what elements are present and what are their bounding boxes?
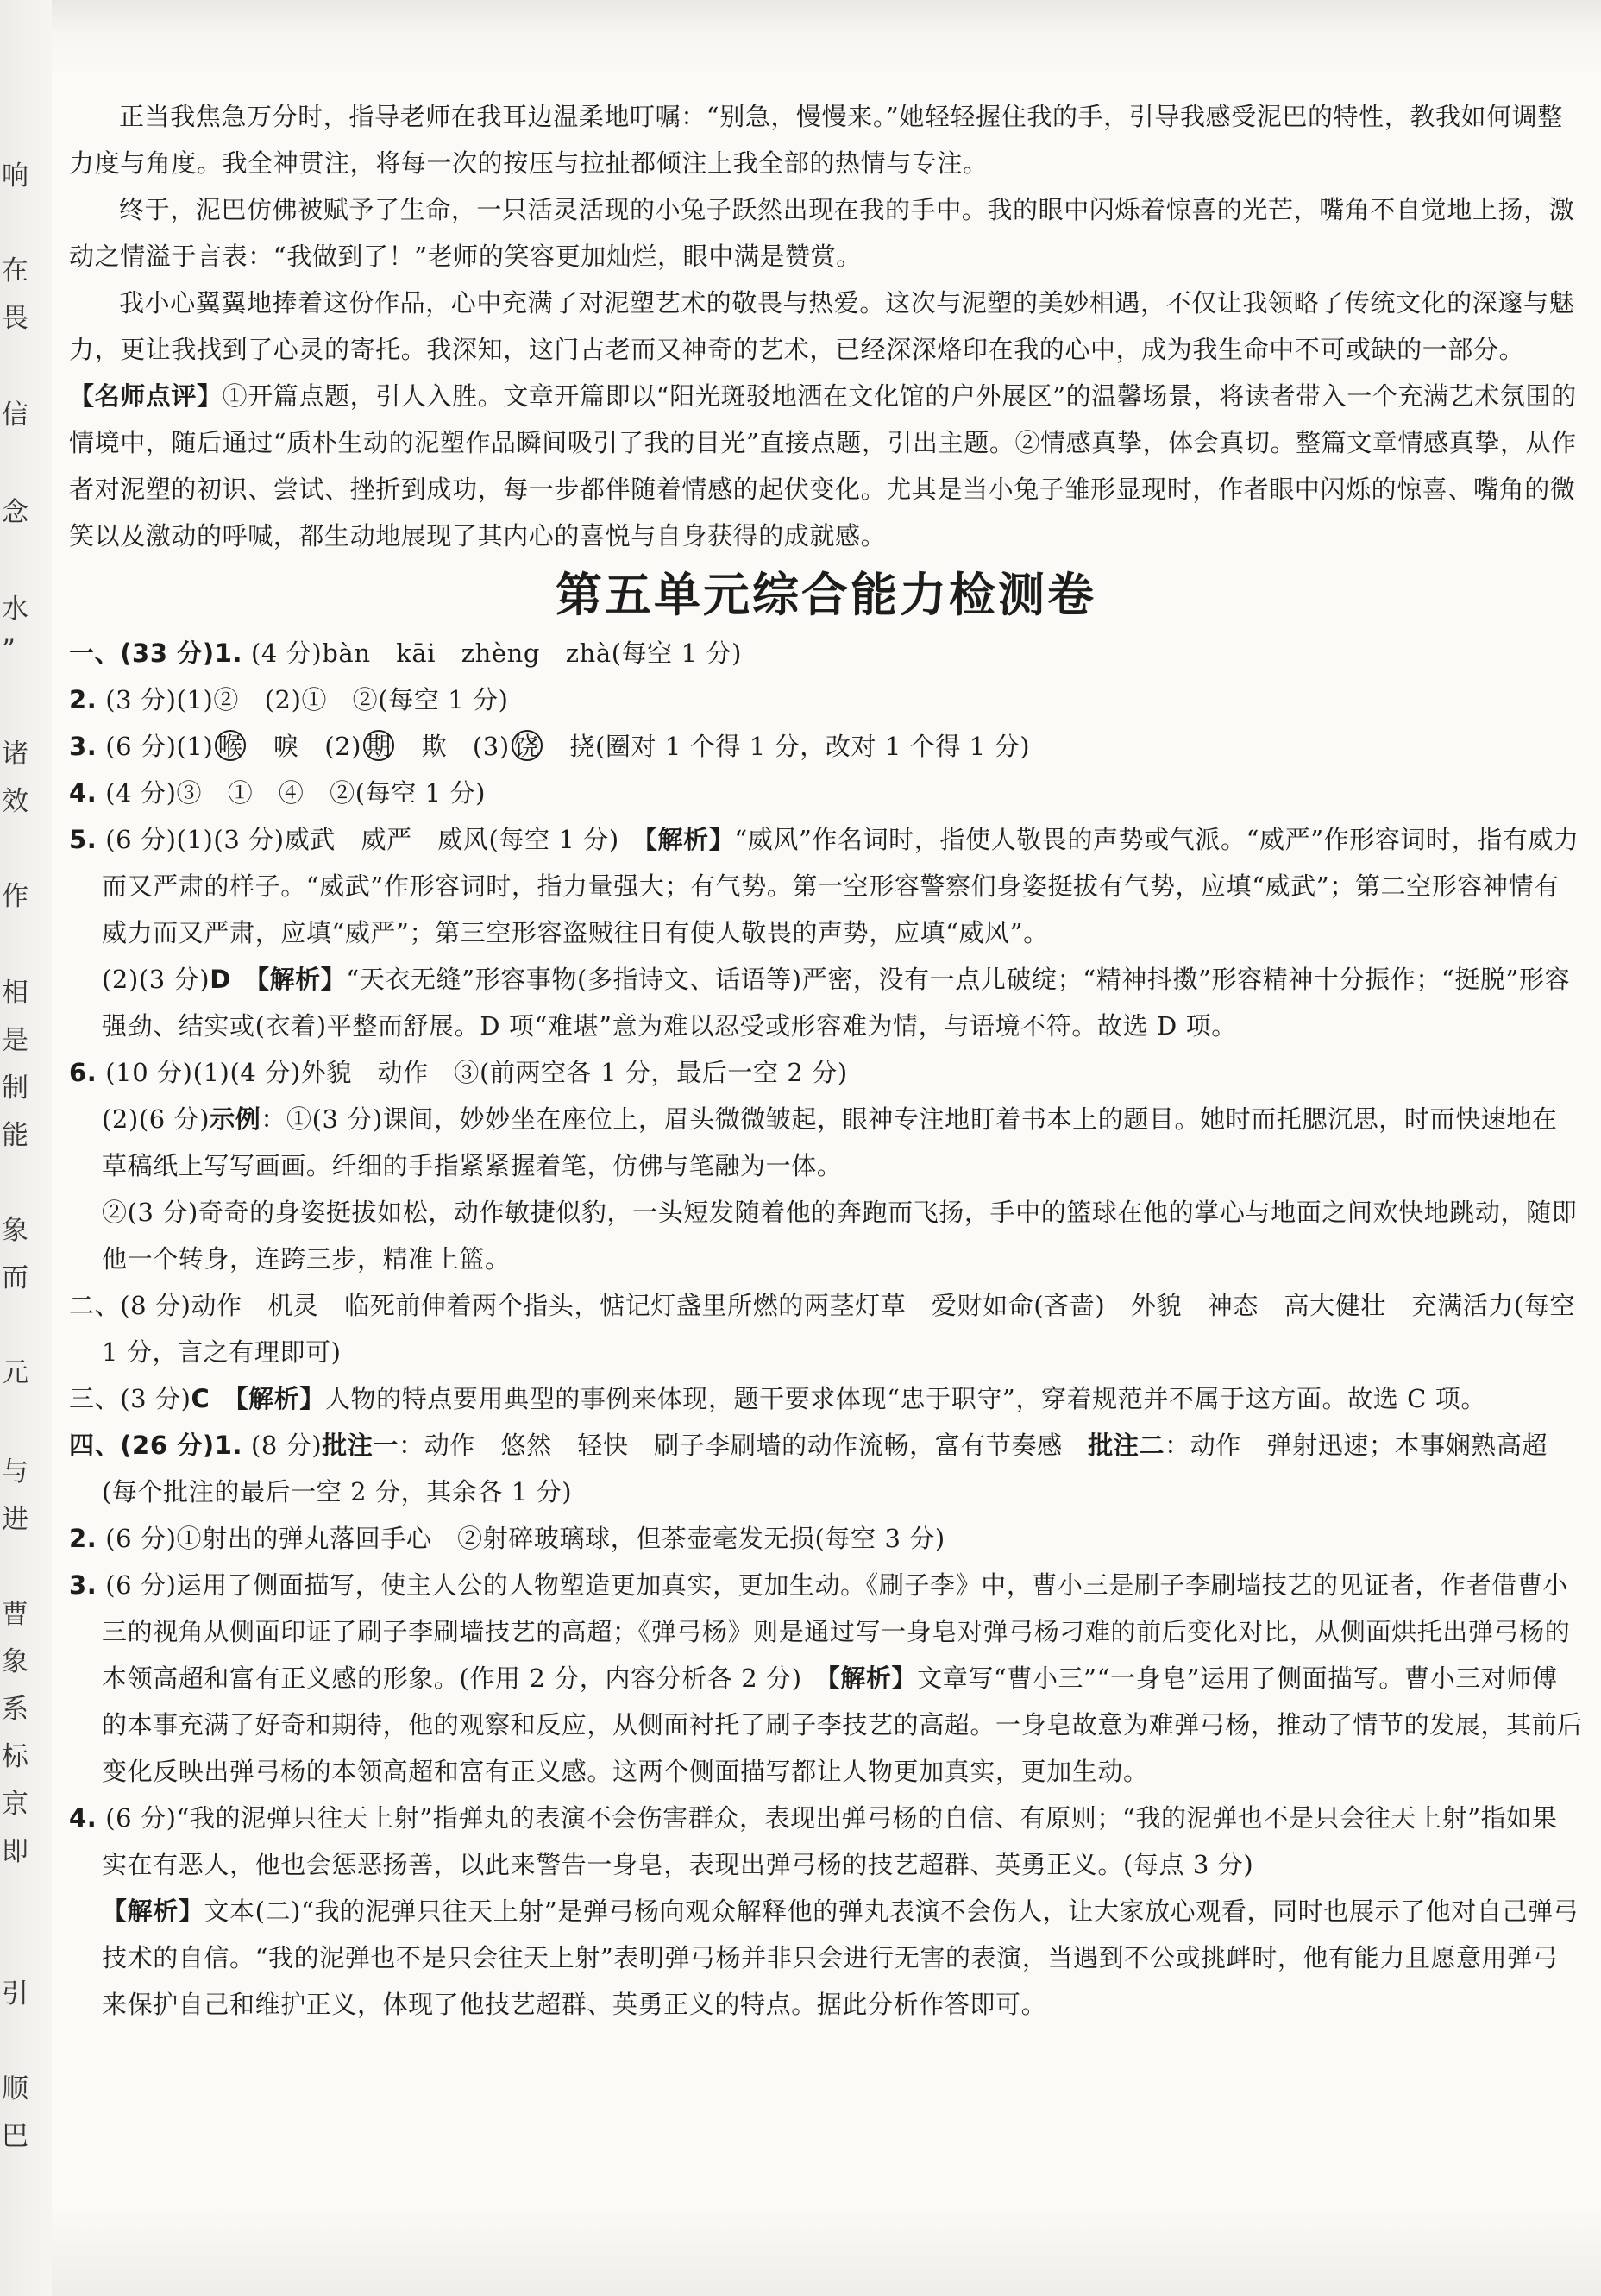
edge-char: 信 — [2, 399, 28, 431]
edge-char: 巴 — [2, 2121, 28, 2152]
edge-char: 与 — [2, 1456, 28, 1488]
answer-s3: 三、(3 分)C 【解析】人物的特点要用典型的事例来体现，题干要求体现“忠于职守”，穿着规范并不属于这方面。故选 C 项。 — [69, 1384, 1486, 1413]
edge-char: 念 — [2, 497, 28, 528]
edge-char: 曹 — [2, 1599, 28, 1630]
answer-s4-q2: 2. (6 分)①射出的弹丸落回手心 ②射碎玻璃球，但茶壶毫发无损(每空 3 分) — [69, 1524, 945, 1553]
answer-q2: 2. (3 分)(1)② (2)① ②(每空 1 分) — [69, 685, 509, 714]
edge-char: 象 — [2, 1215, 28, 1246]
edge-char: 进 — [2, 1504, 28, 1535]
answer-q5-2: (2)(3 分)D 【解析】“天衣无缝”形容事物(多指诗文、话语等)严密，没有一点儿破绽；“精神抖擞”形容精神十分振作；“挺脱”形容强劲、结实或(衣着)平整而舒展。D 项“难堪”意为难以忍受或形容难为情，与语境不符。故选 D 项。 — [102, 965, 1571, 1041]
teacher-comment — [69, 373, 1583, 559]
answer-s4-q4: 4. (6 分)“我的泥弹只往天上射”指弹丸的表演不会伤害群众，表现出弹弓杨的自信、有原则；“我的泥弹也不是只会往天上射”指如果实在有恶人，他也会惩恶扬善，以此来警告一身皂，表现出弹弓杨的技艺超群、英勇正义。(每点 3 分) — [69, 1803, 1558, 1879]
answer-s1-q1: 一、(33 分)1. (4 分)bàn kāi zhèng zhà(每空 1 分) — [69, 638, 743, 668]
circled-char: 期 — [363, 730, 394, 761]
answer-s2: 二、(8 分)动作 机灵 临死前伸着两个指头，惦记灯盏里所燃的两茎灯草 爱财如命(吝啬) 外貌 神态 高大健壮 充满活力(每空 1 分，言之有理即可) — [69, 1291, 1576, 1367]
answer-q3: 3. (6 分)(1) 喉 唳 (2) 期 欺 (3) 饶 挠(圈对 1 个得 1 分，改对 1 个得 1 分) — [69, 732, 1031, 761]
answer-q6-2-b: ②(3 分)奇奇的身姿挺拔如松，动作敏捷似豹，一头短发随着他的奔跑而飞扬，手中的篮球在他的掌心与地面之间欢快地跳动，随即他一个转身，连跨三步，精准上篮。 — [102, 1198, 1578, 1274]
answer-q6-2: (2)(6 分)示例：①(3 分)课间，妙妙坐在座位上，眉头微微皱起，眼神专注地盯着书本上的题目。她时而托腮沉思，时而快速地在草稿纸上写写画画。纤细的手指紧紧握着笔，仿佛与笔融为一体。 — [102, 1104, 1558, 1180]
left-margin-strip — [0, 0, 52, 2296]
edge-char: 响 — [2, 160, 28, 192]
answer-s4-q3: 3. (6 分)运用了侧面描写，使主人公的人物塑造更加真实，更加生动。《刷子李》中，曹小三是刷子李刷墙技艺的见证者，作者借曹小三的视角从侧面印证了刷子李刷墙技艺的高超；《弹弓杨》则是通过写一身皂对弹弓杨刁难的前后变化对比，从侧面烘托出弹弓杨的本领高超和富有正义感的形象。(作用 2 分，内容分析各 2 分) 【解析】文章写“曹小三”“一身皂”运用了侧面描写。曹小三对师傅的本事充满了好奇和期待，他的观察和反应，从侧面衬托了刷子李技艺的高超。一身皂故意为难弹弓杨，推动了情节的发展，其前后变化反映出弹弓杨的本领高超和富有正义感。这两个侧面描写都让人物更加真实，更加生动。 — [69, 1570, 1583, 1786]
edge-char: 效 — [2, 786, 28, 817]
answer-s4-q4-analysis: 【解析】文本(二)“我的泥弹只往天上射”是弹弓杨向观众解释他的弹丸表演不会伤人，让大家放心观看，同时也展示了他对自己弹弓技术的自信。“我的泥弹也不是只会往天上射”表明弹弓杨并非只会进行无害的表演，当遇到不公或挑衅时，他有能力且愿意用弹弓来保护自己和维护正义，体现了他技艺超群、英勇正义的特点。据此分析作答即可。 — [102, 1897, 1579, 2019]
comment-text: ①开篇点题，引人入胜。文章开篇即以“阳光斑驳地洒在文化馆的户外展区”的温馨场景，将读者带入一个充满艺术氛围的情境中，随后通过“质朴生动的泥塑作品瞬间吸引了我的目光”直接点题，引出主题。②情感真挚，体会真切。整篇文章情感真挚，从作者对泥塑的初识、尝试、挫折到成功，每一步都伴随着情感的起伏变化。尤其是当小兔子雏形显现时，作者眼中闪烁的惊喜、嘴角的微笑以及激动的呼喊，都生动地展现了其内心的喜悦与自身获得的成就感。 — [69, 381, 1577, 550]
edge-char: 元 — [2, 1357, 28, 1388]
edge-char: 引 — [2, 1978, 28, 2010]
edge-char: 顺 — [2, 2073, 28, 2104]
edge-char: 即 — [2, 1836, 28, 1867]
edge-char: 畏 — [2, 303, 28, 334]
edge-char: 是 — [2, 1025, 28, 1056]
edge-char: 在 — [2, 255, 28, 286]
answer-s4-q1: 四、(26 分)1. (8 分)批注一：动作 悠然 轻快 刷子李刷墙的动作流畅，富有节奏感 批注二：动作 弹射迅速；本事娴熟高超(每个批注的最后一空 2 分，其余各 1 分) — [69, 1431, 1548, 1507]
essay-paragraph: 正当我焦急万分时，指导老师在我耳边温柔地叮嘱：“别急，慢慢来。”她轻轻握住我的手，引导我感受泥巴的特性，教我如何调整力度与角度。我全神贯注，将每一次的按压与拉扯都倾注上我全部的热情与专注。 — [69, 102, 1563, 178]
edge-char: 标 — [2, 1741, 28, 1772]
edge-char: 象 — [2, 1646, 28, 1677]
edge-char: 制 — [2, 1073, 28, 1104]
answer-q5: 5. (6 分)(1)(3 分)威武 威严 威风(每空 1 分) 【解析】“威风”作名词时，指使人敬畏的声势或气派。“威严”作形容词时，指有威力而又严肃的样子。“威武”作形容词时，指力量强大；有气势。第一空形容警察们身姿挺拔有气势，应填“威武”；第二空形容神情有威力而又严肃，应填“威严”；第三空形容盗贼往日有使人敬畏的声势，应填“威风”。 — [69, 825, 1579, 947]
page-content — [69, 93, 1583, 2028]
edge-char: 水 — [2, 594, 28, 625]
edge-char: 京 — [2, 1789, 28, 1820]
answer-q6: 6. (10 分)(1)(4 分)外貌 动作 ③(前两空各 1 分，最后一空 2 分) — [69, 1058, 848, 1087]
page-title: 第五单元综合能力检测卷 — [556, 568, 1096, 622]
essay-paragraph: 终于，泥巴仿佛被赋予了生命，一只活灵活现的小兔子跃然出现在我的手中。我的眼中闪烁着惊喜的光芒，嘴角不自觉地上扬，激动之情溢于言表：“我做到了！”老师的笑容更加灿烂，眼中满是赞赏。 — [69, 195, 1575, 271]
edge-char: 诸 — [2, 739, 28, 770]
edge-char: ” — [2, 634, 16, 665]
essay-paragraph: 我小心翼翼地捧着这份作品，心中充满了对泥塑艺术的敬畏与热爱。这次与泥塑的美妙相遇，不仅让我领略了传统文化的深邃与魅力，更让我找到了心灵的寄托。我深知，这门古老而又神奇的艺术，已经深深烙印在我的心中，成为我生命中不可或缺的一部分。 — [69, 288, 1575, 364]
answer-q4: 4. (4 分)③ ① ④ ②(每空 1 分) — [69, 778, 487, 808]
edge-char: 系 — [2, 1694, 28, 1725]
edge-char: 作 — [2, 881, 28, 912]
comment-label: 【名师点评】 — [69, 381, 223, 411]
edge-char: 能 — [2, 1120, 28, 1151]
circled-char: 喉 — [215, 730, 246, 761]
edge-char: 而 — [2, 1262, 28, 1293]
circled-char: 饶 — [512, 730, 543, 761]
edge-char: 相 — [2, 978, 28, 1009]
